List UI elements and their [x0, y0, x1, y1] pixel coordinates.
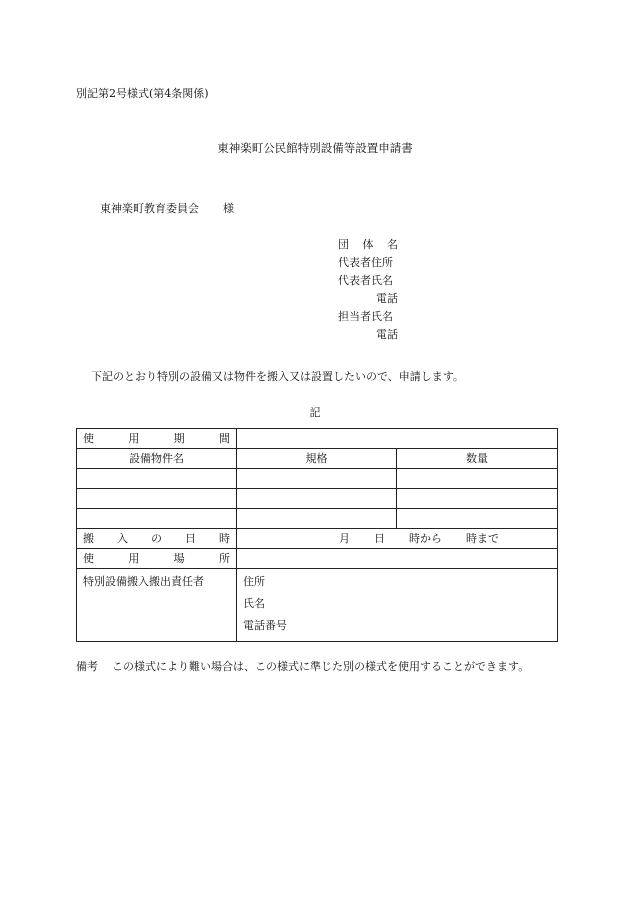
- resp-name-label: 氏名: [243, 597, 265, 610]
- qty-cell[interactable]: [397, 469, 558, 489]
- remarks-label: 備考: [76, 660, 98, 673]
- remarks: [76, 658, 529, 674]
- qty-cell[interactable]: [397, 509, 558, 529]
- item-cell[interactable]: [77, 489, 237, 509]
- addressee-honorific: 様: [223, 202, 234, 215]
- period-label: 使 用 期 間: [77, 429, 237, 449]
- until-label: 時まで: [466, 532, 499, 545]
- responsible-row: [77, 569, 558, 642]
- spec-cell[interactable]: [237, 509, 397, 529]
- spec-cell[interactable]: [237, 489, 397, 509]
- delivery-label: 搬 入 の 日 時: [77, 529, 237, 549]
- resp-phone-label: 電話番号: [243, 619, 287, 632]
- responsible-label: 特別設備搬入搬出責任者: [83, 575, 204, 588]
- period-value[interactable]: [237, 429, 558, 449]
- delivery-datetime[interactable]: [237, 529, 558, 549]
- ki-heading: 記: [309, 406, 321, 419]
- table-row: [77, 489, 558, 509]
- group-name-label: 団 体 名: [338, 238, 398, 251]
- table-row: [77, 509, 558, 529]
- table-row: [77, 469, 558, 489]
- col-header-spec: 規格: [237, 449, 397, 469]
- item-cell[interactable]: [77, 469, 237, 489]
- day-label: 日: [374, 532, 385, 545]
- col-header-qty: 数量: [397, 449, 558, 469]
- responsible-label-cell: [77, 569, 237, 642]
- resp-address-label: 住所: [243, 575, 265, 588]
- remarks-text: この様式により難い場合は、この様式に準じた別の様式を使用することができます。: [112, 660, 530, 673]
- application-table: [76, 428, 558, 642]
- item-cell[interactable]: [77, 509, 237, 529]
- delivery-row: [77, 529, 558, 549]
- place-value[interactable]: [237, 549, 558, 569]
- contact-name-label: 担当者氏名: [338, 310, 393, 323]
- place-label: 使 用 場 所: [77, 549, 237, 569]
- addressee-name: 東神楽町教育委員会: [100, 202, 199, 215]
- spec-cell[interactable]: [237, 469, 397, 489]
- from-label: 時から: [409, 532, 442, 545]
- document-title: 東神楽町公民館特別設備等設置申請書: [217, 141, 413, 155]
- place-row: [77, 549, 558, 569]
- contact-phone-label: 電話: [376, 328, 398, 341]
- item-header-row: [77, 449, 558, 469]
- rep-address-label: 代表者住所: [338, 256, 393, 269]
- form-number: 別記第2号様式(第4条関係): [76, 87, 209, 100]
- qty-cell[interactable]: [397, 489, 558, 509]
- period-row: [77, 429, 558, 449]
- addressee: [100, 200, 234, 216]
- applicant-block: [338, 236, 398, 344]
- intro-text: 下記のとおり特別の設備又は物件を搬入又は設置したいので、申請します。: [91, 370, 464, 383]
- phone-label: 電話: [376, 292, 398, 305]
- responsible-value[interactable]: [237, 569, 558, 642]
- col-header-item: 設備物件名: [77, 449, 237, 469]
- rep-name-label: 代表者氏名: [338, 274, 393, 287]
- month-label: 月: [339, 532, 350, 545]
